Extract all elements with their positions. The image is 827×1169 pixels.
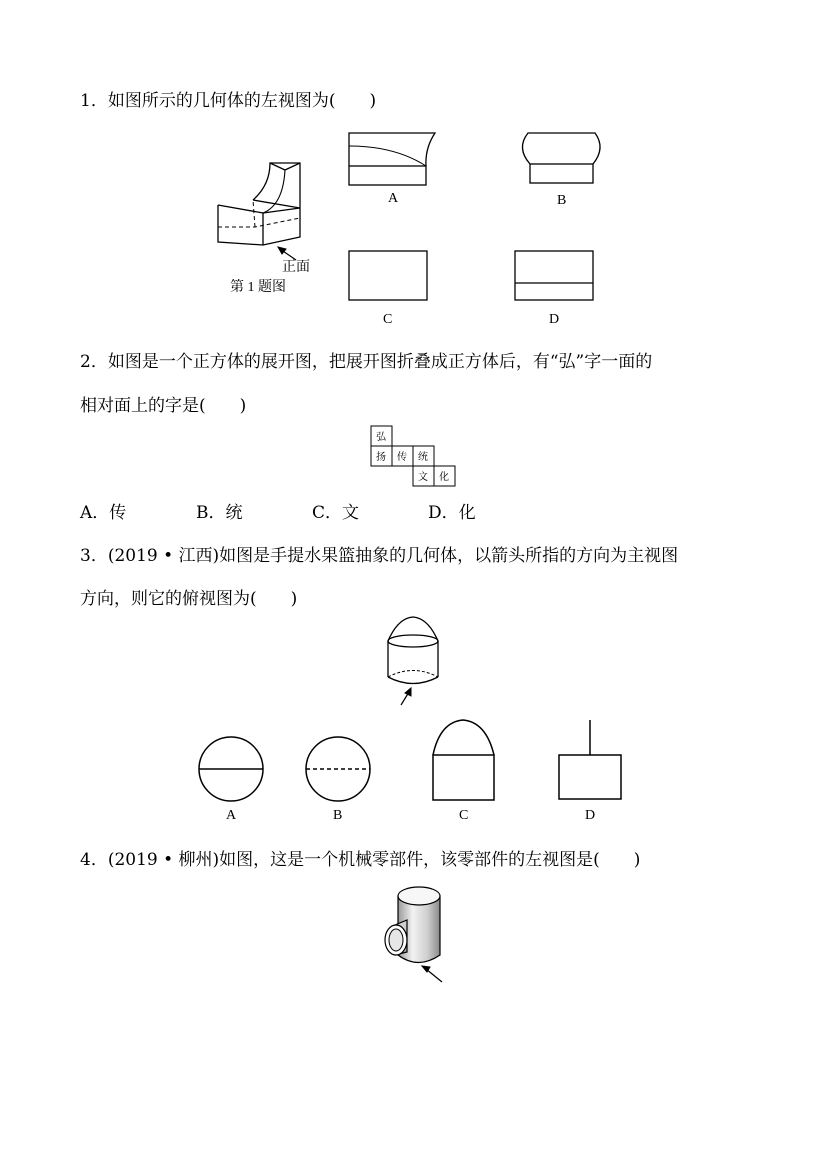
q3-option-c-shape [433,720,494,800]
q3-label-b: B [333,808,343,823]
q3-option-d-shape [559,720,621,799]
q2-option-a: A．传 [80,503,127,523]
q3-stem-line1: 3．(2019 • 江西)如图是手提水果篮抽象的几何体，以箭头所指的方向为主视图 [80,546,679,566]
q3-basket-solid [388,617,438,684]
q4-mechanical-part [385,887,440,963]
net-char-tong: 统 [418,452,428,463]
q2-option-c: C．文 [312,503,360,523]
q2-stem-line2: 相对面上的字是( ) [80,396,247,416]
net-char-hong: 弘 [376,432,386,443]
net-char-wen: 文 [418,472,428,483]
q1-option-a-shape [349,133,435,185]
q2-option-d: D．化 [428,503,476,523]
q4-view-arrow [422,966,442,982]
q3-view-arrow [401,688,411,705]
q3-option-a-shape [199,737,263,801]
q3-option-b-shape [306,737,370,801]
q3-stem-line2: 方向，则它的俯视图为( ) [80,589,298,609]
q3-label-d: D [585,808,596,823]
q3-label-c: C [459,808,469,823]
net-char-hua: 化 [439,472,449,483]
q1-front-arrow [278,247,296,260]
q1-figure-caption: 第 1 题图 [230,280,286,295]
q3-label-a: A [226,808,237,823]
q1-label-c: C [383,312,393,327]
q1-option-d-shape [515,251,593,300]
q1-label-a: A [388,191,399,206]
q2-stem-line1: 2．如图是一个正方体的展开图，把展开图折叠成正方体后，有“弘”字一面的 [80,352,653,372]
q1-front-label: 正面 [282,260,310,275]
q1-label-d: D [549,312,560,327]
q2-option-b: B．统 [196,503,243,523]
net-char-chuan: 传 [397,452,407,463]
q1-stem: 1．如图所示的几何体的左视图为( ) [80,91,377,111]
q4-stem: 4．(2019 • 柳州)如图，这是一个机械零部件，该零部件的左视图是( ) [80,850,641,870]
q1-label-b: B [557,193,567,208]
q1-solid-figure [218,163,300,245]
q1-option-b-shape [522,133,600,183]
net-char-yang: 扬 [376,452,386,463]
q1-option-c-shape [349,251,427,300]
